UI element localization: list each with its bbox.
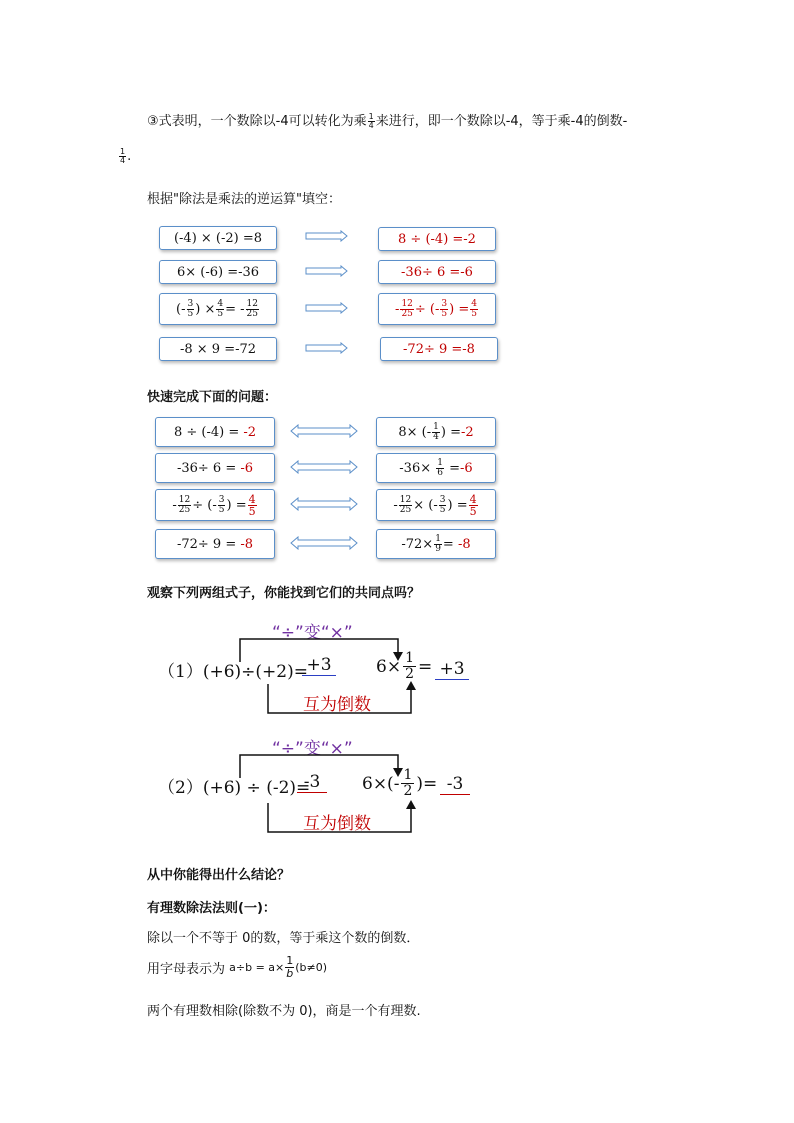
s1-row3-left: (- $\frac{3}{5}$ ) × $\frac{4}{5}$ = - $\frac{12}{25}$ (159, 293, 277, 325)
intro-line-1 (147, 110, 627, 130)
quarter-fraction: $\frac{1}{4}$ (368, 112, 374, 130)
s2-row3-right: - $\frac{12}{25}$ × (- $\frac{3}{5}$ ) = $\frac{4}{5}$ (376, 489, 496, 521)
section1-heading: 根据"除法是乘法的逆运算"填空： (147, 192, 341, 207)
g1-expression: （1）(+6)÷(+2)= (158, 662, 308, 682)
rule-formula: 用字母表示为 a÷b = a× $\frac{1}{b}$ (b≠0) (147, 954, 328, 980)
s2-row3-double-arrow-icon (290, 497, 358, 511)
g2-expression: （2）(+6) ÷ (-2)= (158, 778, 311, 798)
intro-text-b: 来进行，即一个数除以-4，等于乘-4的倒数- (375, 114, 628, 129)
s1-row4-right: -72÷ 9 =-8 (380, 337, 498, 361)
s2-row3-left: - $\frac{12}{25}$ ÷ (- $\frac{3}{5}$ ) = $\frac{4}{5}$ (155, 489, 275, 521)
s2-row2-right: -36× $\frac{1}{6}$ = -6 (376, 453, 496, 483)
s1-row3-right: - $\frac{12}{25}$ ÷ (- $\frac{3}{5}$ ) = $\frac{4}{5}$ (378, 293, 496, 325)
s2-row1-right: 8× (- $\frac{1}{4}$ ) = -2 (376, 417, 496, 447)
intro-text-a: ③式表明，一个数除以-4可以转化为乘 (147, 114, 367, 129)
g1-answer-left: +3 (302, 655, 336, 676)
s1-row3-arrow-icon (305, 302, 349, 314)
g2-right-expression: 6×(- 1 2 )= (362, 767, 438, 799)
s2-row4-right: -72× $\frac{1}{9}$ = -8 (376, 529, 496, 559)
s1-row2-right: -36÷ 6 =-6 (378, 260, 496, 284)
s1-row1-arrow-icon (305, 230, 349, 242)
s2-row2-left: -36÷ 6 = -6 (155, 453, 275, 483)
quarter-fraction-2: $\frac{1}{4}$ (120, 147, 126, 165)
g2-answer-right: -3 (440, 774, 470, 795)
s1-row2-left: 6× (-6) =-36 (159, 260, 277, 284)
g2-answer-left: -3 (297, 772, 327, 793)
s2-row1-left: 8 ÷ (-4) = -2 (155, 417, 275, 447)
g1-reciprocal-label: 互为倒数 (303, 695, 371, 715)
s2-row4-left: -72÷ 9 = -8 (155, 529, 275, 559)
section3-heading: 观察下列两组式子，你能找到它们的共同点吗？ (147, 586, 421, 601)
s2-row2-double-arrow-icon (290, 460, 358, 474)
intro-line-2: $\frac{1}{4}$ . (120, 147, 132, 165)
s2-row1-double-arrow-icon (290, 424, 358, 438)
s1-row4-left: -8 × 9 =-72 (159, 337, 277, 361)
rule-note: 两个有理数相除(除数不为 0)，商是一个有理数. (147, 1004, 421, 1019)
s1-row1-left: (-4) × (-2) =8 (159, 226, 277, 250)
s1-row4-arrow-icon (305, 342, 349, 354)
s2-row4-double-arrow-icon (290, 536, 358, 550)
rule-text: 除以一个不等于 0的数，等于乘这个数的倒数． (147, 931, 420, 946)
s1-row2-arrow-icon (305, 265, 349, 277)
s1-row1-right: 8 ÷ (-4) =-2 (378, 227, 496, 251)
g2-reciprocal-label: 互为倒数 (303, 814, 371, 834)
section2-heading: 快速完成下面的问题： (147, 390, 278, 405)
g1-right-expression: 6× $\frac{1}{2}$ = (376, 650, 433, 682)
g1-transform-label: “÷”变“×” (272, 623, 353, 643)
g1-answer-right: +3 (435, 659, 469, 680)
conclusion-question: 从中你能得出什么结论？ (147, 868, 291, 883)
g2-transform-label: “÷”变“×” (272, 739, 353, 759)
rule-title: 有理数除法法则(一)： (147, 901, 276, 916)
